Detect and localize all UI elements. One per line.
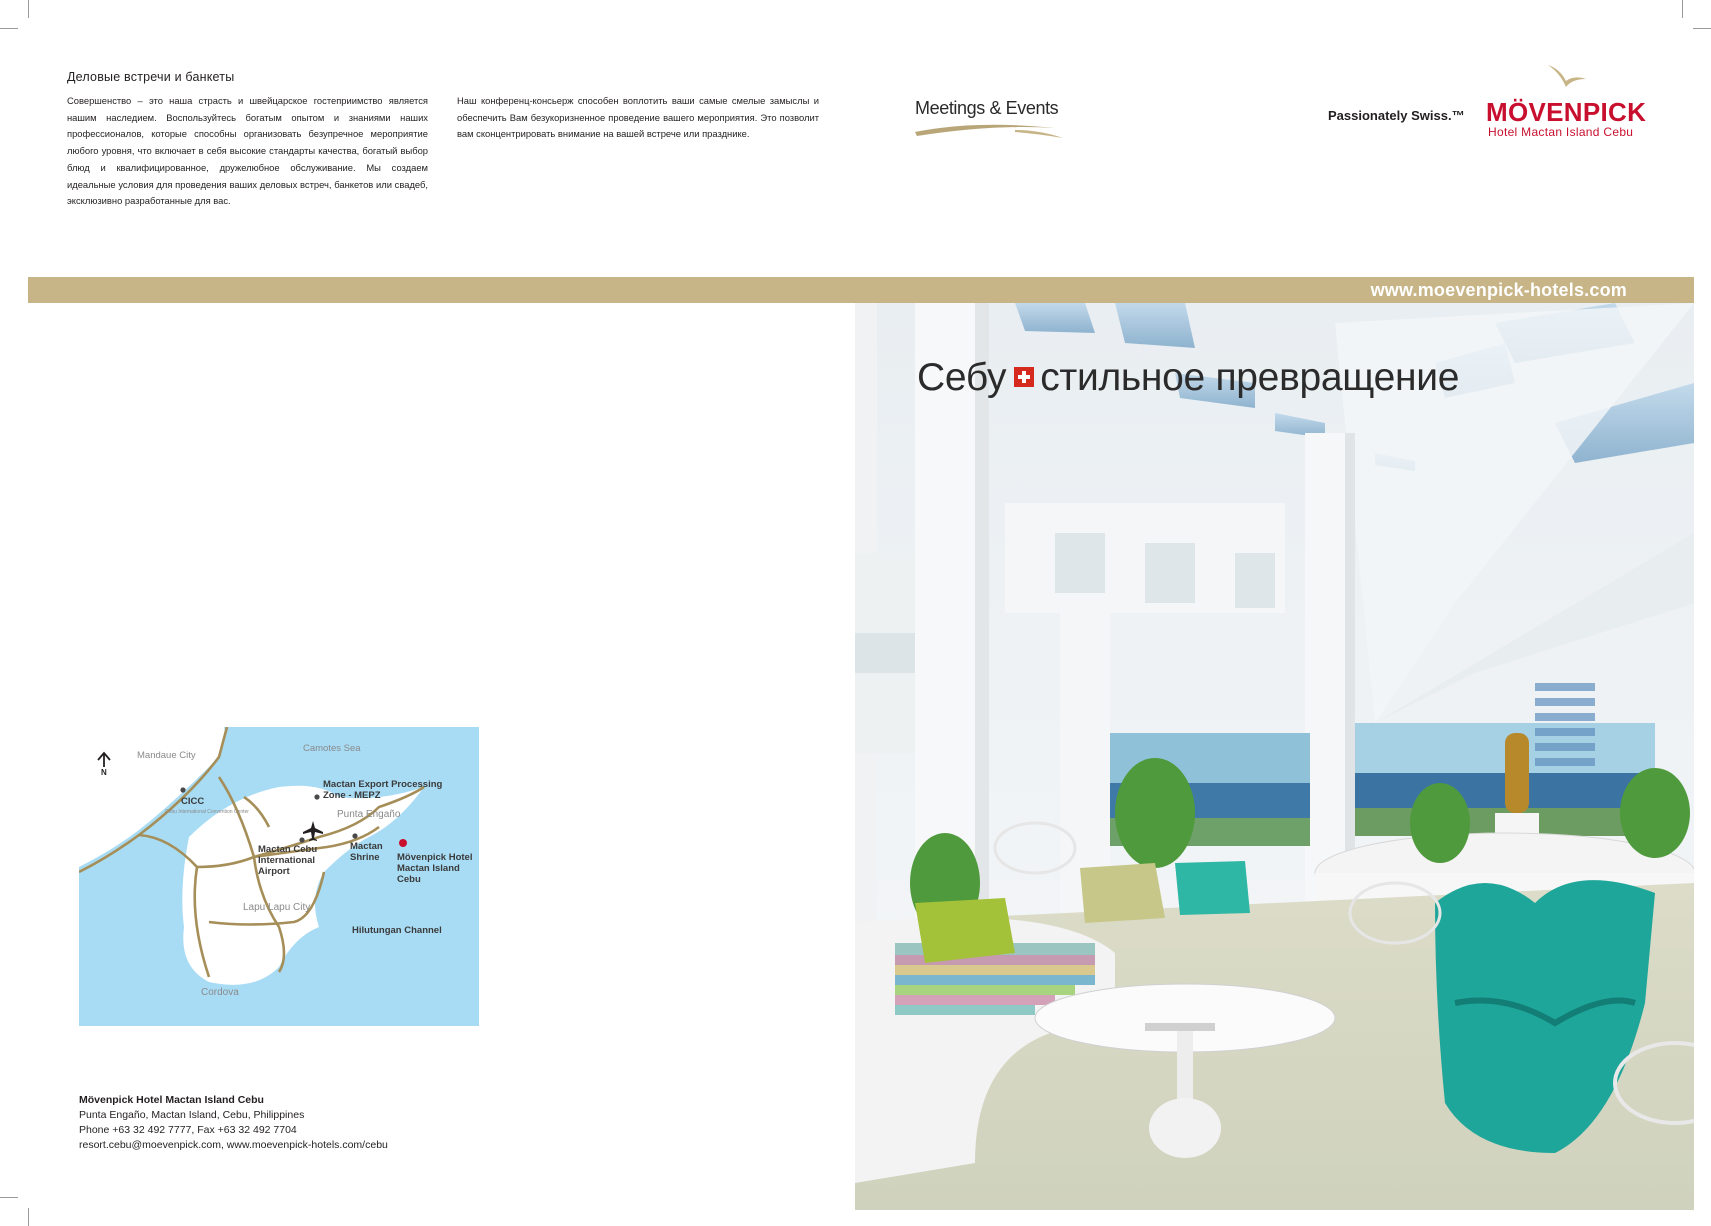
lobby-photo [855, 303, 1694, 1210]
airport-marker [299, 837, 304, 842]
map-label-airport-2: International [258, 855, 316, 866]
crop-mark [28, 0, 29, 18]
cover-title-left: Себу [917, 356, 1007, 399]
map-label-lapu: Lapu Lapu City [243, 902, 311, 913]
phone-line: Phone +63 32 492 7777, Fax +63 32 492 7704 [79, 1124, 297, 1136]
cicc-marker [180, 787, 185, 792]
brand-logo: MÖVENPICK [1486, 97, 1647, 127]
cover-title [917, 356, 1459, 400]
website-url[interactable]: www.moevenpick-hotels.com [1370, 280, 1627, 300]
cover-title-right: стильное превращение [1040, 356, 1460, 399]
hotel-name: Mövenpick Hotel Mactan Island Cebu [79, 1094, 264, 1106]
map-label-hotel-1: Mövenpick Hotel [397, 852, 473, 863]
map-label-hotel-2: Mactan Island [397, 863, 460, 874]
map-label-cordova: Cordova [201, 987, 239, 998]
location-map [79, 727, 479, 1026]
intro-paragraph-1: Совершенство – это наша страсть и швейцарское гостеприимство является нашим наследием. Воспользуйтесь богатым опытом и знаниями наших профессионалов, которые способны организовать безупречное мероприятие любого уровня, что включает в себя высокие стандарты качества, богатый выбор блюд и квалифицированное, дружелюбное обслуживание. Мы создаем идеальные условия для проведения ваших деловых встреч, банкетов или свадеб, эксклюзивно разработанные для вас. [67, 95, 428, 207]
lobby-illustration [855, 303, 1694, 1210]
map-label-camotes: Camotes Sea [303, 743, 361, 754]
hotel-marker [399, 839, 407, 847]
tagline: Passionately Swiss.™ [1328, 108, 1465, 123]
crop-mark [0, 1197, 18, 1198]
hotel-address [79, 1093, 388, 1153]
bird-logo-icon [1546, 63, 1588, 91]
swiss-cross-icon [1014, 367, 1034, 387]
brand-subtitle: Hotel Mactan Island Cebu [1488, 125, 1634, 139]
address-line: Punta Engaño, Mactan Island, Cebu, Philippines [79, 1109, 305, 1121]
crop-mark [1693, 28, 1711, 29]
section-heading: Деловые встречи и банкеты [67, 70, 235, 84]
swoosh-icon [915, 118, 1065, 140]
map-label-cicc: CICC [181, 796, 205, 807]
map-label-hotel-3: Cebu [397, 874, 421, 885]
map-label-airport-3: Airport [258, 866, 290, 877]
map-label-airport-1: Mactan Cebu [258, 844, 318, 855]
map-label-cicc-full: Cebu International Convention Center [165, 809, 249, 815]
mepz-marker [314, 794, 319, 799]
website-band [28, 277, 1694, 303]
map-label-mepz-2: Zone - MEPZ [323, 790, 381, 801]
meetings-events-logo [915, 98, 1065, 140]
map-label-hilutungan: Hilutungan Channel [352, 925, 442, 936]
contact-line[interactable]: resort.cebu@moevenpick.com, www.moevenpick-hotels.com/cebu [79, 1139, 388, 1151]
map-label-punta: Punta Engaño [337, 809, 401, 820]
meetings-events-text: Meetings & Events [915, 98, 1059, 118]
crop-mark [0, 28, 18, 29]
shrine-marker [352, 833, 357, 838]
intro-paragraph-2: Наш конференц-консьерж способен воплотить ваши самые смелые замыслы и обеспечить Вам безукоризненное проведение вашего мероприятия. Это позволит вам сконцентрировать внимание на вашей встрече или празднике. [457, 95, 819, 140]
map-label-mepz-1: Mactan Export Processing [323, 779, 443, 790]
map-label-shrine-2: Shrine [350, 852, 380, 863]
crop-mark [1682, 0, 1683, 18]
north-label: N [101, 768, 107, 777]
map-canvas [79, 727, 479, 1026]
map-label-mandaue: Mandaue City [137, 750, 196, 761]
crop-mark [28, 1208, 29, 1226]
map-label-shrine-1: Mactan [350, 841, 383, 852]
